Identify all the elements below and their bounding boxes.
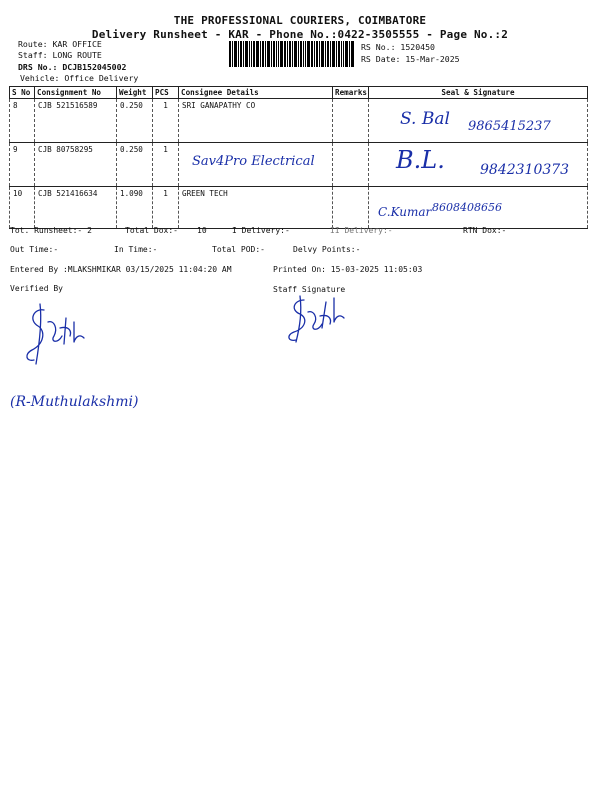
- col-header-sno: S No: [10, 87, 35, 99]
- total-dox-value: 10: [197, 226, 207, 235]
- cell-consignment: CJB 80758295: [35, 143, 117, 187]
- out-time: Out Time:-: [10, 245, 59, 254]
- handwriting-consignee-text: Sav4Pro Electrical: [192, 154, 315, 169]
- cell-sno: 9: [10, 143, 35, 187]
- document-subtitle: Delivery Runsheet - KAR - Phone No.:0422-3505555 - Page No.:2: [91, 28, 509, 41]
- handwriting-row9-consignee: [190, 145, 350, 175]
- handwriting-row10-name: C.Kumar: [378, 205, 432, 219]
- cell-pcs: 1: [153, 187, 179, 229]
- handwriting-row10-phone: 8608408656: [432, 201, 502, 214]
- cell-pcs: 1: [153, 143, 179, 187]
- barcode: [229, 41, 354, 67]
- cell-sno: 10: [10, 187, 35, 229]
- drs-number: DRS No.: DCJB152045002: [18, 62, 127, 72]
- cell-consignee: SRI GANAPATHY CO: [179, 99, 333, 143]
- cell-consignee: GREEN TECH: [179, 187, 333, 229]
- table-header-row: [10, 87, 588, 99]
- staff-signature: [278, 292, 358, 347]
- cell-weight: 0.250: [117, 99, 153, 143]
- staff-label: Staff: LONG ROUTE: [18, 50, 102, 60]
- entered-by: Entered By :MLAKSHMIKAR 03/15/2025 11:04:20 AM: [10, 265, 232, 274]
- col-header-weight: Weight: [117, 87, 153, 99]
- route-label: Route: KAR OFFICE: [18, 39, 102, 49]
- cell-remarks: [333, 99, 369, 143]
- cell-sno: 8: [10, 99, 35, 143]
- verifier-name-handwriting: [8, 382, 178, 422]
- total-dox-label: Total Dox:-: [125, 226, 178, 235]
- cell-consignment: CJB 521516589: [35, 99, 117, 143]
- cell-weight: 0.250: [117, 143, 153, 187]
- col-header-seal: Seal & Signature: [369, 87, 588, 99]
- in-time: In Time:-: [114, 245, 158, 254]
- staff-signature-label: Staff Signature: [273, 285, 346, 294]
- handwriting-seal-column: [370, 98, 598, 233]
- printed-on: Printed On: 15-03-2025 11:05:03: [273, 265, 423, 274]
- rs-date: RS Date: 15-Mar-2025: [361, 54, 460, 64]
- handwriting-row9-name: B.L.: [396, 146, 445, 174]
- verifier-signature: [14, 300, 104, 370]
- delvy-points: Delvy Points:-: [293, 245, 361, 254]
- col-header-remarks: Remarks: [333, 87, 369, 99]
- handwriting-row8-phone: 9865415237: [468, 119, 551, 134]
- tot-runsheet: Tot. Runsheet:- 2: [10, 226, 92, 235]
- verifier-name-text: (R-Muthulakshmi): [10, 394, 139, 410]
- total-pod: Total POD:-: [212, 245, 265, 254]
- vehicle-label: Vehicle: Office Delivery: [20, 73, 139, 83]
- cell-remarks: [333, 187, 369, 229]
- document-title: THE PROFESSIONAL COURIERS, COIMBATORE: [173, 14, 427, 27]
- rs-number: RS No.: 1520450: [361, 42, 435, 52]
- ii-delivery: II Delivery:-: [330, 226, 393, 235]
- handwriting-row8-name: S. Bal: [400, 109, 450, 129]
- verified-by-label: Verified By: [10, 284, 63, 293]
- cell-weight: 1.090: [117, 187, 153, 229]
- i-delivery: I Delivery:-: [232, 226, 290, 235]
- col-header-consignee: Consignee Details: [179, 87, 333, 99]
- col-header-consignment: Consignment No: [35, 87, 117, 99]
- handwriting-row9-phone: 9842310373: [480, 162, 570, 178]
- cell-consignment: CJB 521416634: [35, 187, 117, 229]
- cell-pcs: 1: [153, 99, 179, 143]
- col-header-pcs: PCS: [153, 87, 179, 99]
- rtn-dox: RTN Dox:-: [463, 226, 507, 235]
